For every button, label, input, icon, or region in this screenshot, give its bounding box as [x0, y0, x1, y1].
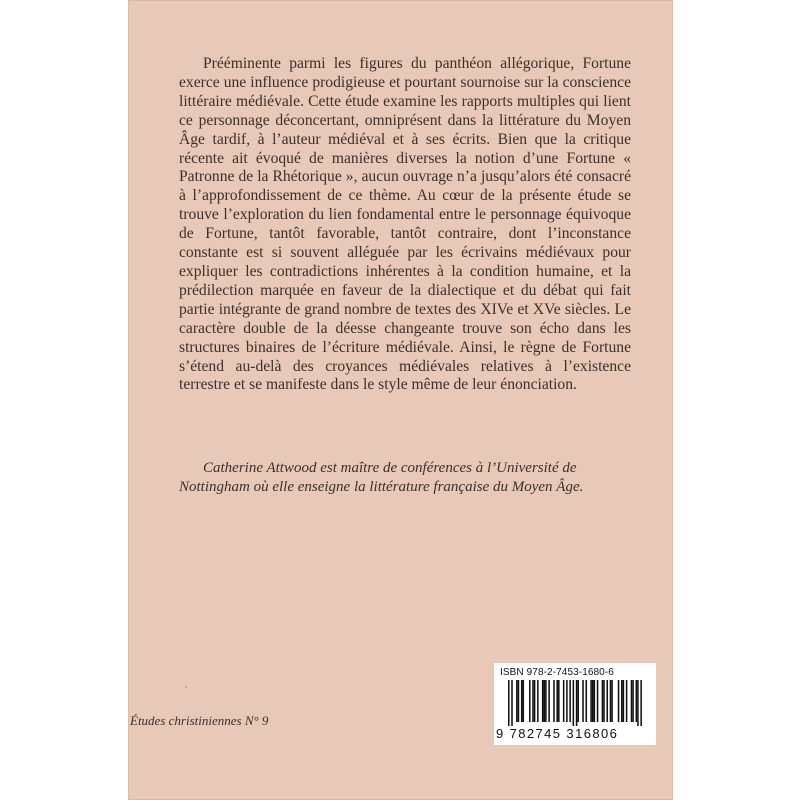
barcode-digits: 9 782745 316806: [496, 726, 619, 741]
barcode-bar: [532, 680, 534, 722]
barcode-bar: [529, 680, 531, 722]
barcode-bar: [623, 680, 625, 722]
barcode-icon: [508, 680, 642, 726]
barcode-bar: [563, 680, 565, 722]
barcode-bar: [640, 680, 642, 726]
barcode-bar: [592, 680, 594, 722]
barcode-bar: [573, 680, 575, 726]
barcode-bar: [637, 680, 639, 726]
barcode-bar: [610, 680, 612, 722]
barcode-bar: [548, 680, 550, 722]
barcode-bar: [569, 680, 571, 722]
barcode-bar: [597, 680, 599, 722]
barcode-bar: [590, 680, 592, 722]
barcode-bar: [594, 680, 596, 722]
barcode-bar: [632, 680, 634, 722]
author-note: Catherine Attwood est maître de conférences à l’Université de Nottingham où elle enseigne la littérature française du Moyen Âge.: [179, 460, 584, 495]
barcode-bar: [511, 680, 513, 726]
series-title: Études christiniennes N° 9: [130, 713, 269, 728]
barcode-bar: [606, 680, 608, 722]
barcode-bar: [556, 680, 558, 722]
barcode-bar: [631, 680, 633, 722]
barcode-bar: [577, 680, 579, 722]
barcode-bar: [558, 680, 560, 722]
blurb-paragraph: Prééminente parmi les figures du panthéon allégorique, Fortune exerce une influence prodigieuse et pourtant sournoise sur la conscience littéraire médiévale. Cette étude examine les rapports multiples qui lient ce personnage déconcertant, omniprésent dans la littérature du Moyen Âge tardif, à l’auteur médiéval et à ses écrits. Bien que la critique récente ait évoqué de manières diverses la notion d’une Fortune « Patronne de la Rhétorique », aucun ouvrage n’a jusqu’alors été consacré à l’approfondissement de ce thème. Au cœur de la présente étude se trouve l’exploration du lien fondamental entre le personnage équivoque de Fortune, tantôt favorable, tantôt contraire, dont l’inconstance constante est si souvent alléguée par les écrivains médiévaux pour expliquer les contradictions inhérentes à la condition humaine, et la prédilection marquée en faveur de la dialectique et du débat qui fait partie intégrante de grand nombre de textes des XIVe et XVe siècles. Le caractère double de la déesse changeante trouve son écho dans les structures binaires de l’écriture médiévale. Ainsi, le règne de Fortune s’étend au-delà des croyances médiévales relatives à l’existence terrestre et se manifeste dans le style même de leur énonciation.: [179, 55, 631, 394]
barcode-box: [494, 663, 656, 745]
isbn-label: ISBN 978-2-7453-1680-6: [500, 667, 614, 678]
barcode-bar: [566, 680, 568, 722]
barcode-bar: [508, 680, 510, 726]
barcode-bar: [602, 680, 604, 722]
barcode-bar: [553, 680, 555, 722]
barcode-bar: [626, 680, 628, 722]
barcode-bar: [618, 680, 620, 722]
barcode-bar: [603, 680, 605, 722]
paper-speck: [185, 686, 187, 688]
back-cover: [128, 0, 673, 800]
barcode-bar: [611, 680, 613, 722]
barcode-bar: [518, 680, 520, 722]
barcode-bar: [521, 680, 523, 722]
barcode-bar: [544, 680, 546, 722]
barcode-bar: [621, 680, 623, 722]
barcode-bar: [537, 680, 539, 722]
barcode-bar: [542, 680, 544, 722]
barcode-bar: [545, 680, 547, 722]
barcode-bar: [585, 680, 587, 722]
barcode-bar: [516, 680, 518, 722]
barcode-bar: [534, 680, 536, 722]
barcode-bar: [576, 680, 578, 726]
barcode-bar: [636, 680, 638, 722]
barcode-bar: [582, 680, 584, 722]
barcode-bar: [523, 680, 525, 722]
